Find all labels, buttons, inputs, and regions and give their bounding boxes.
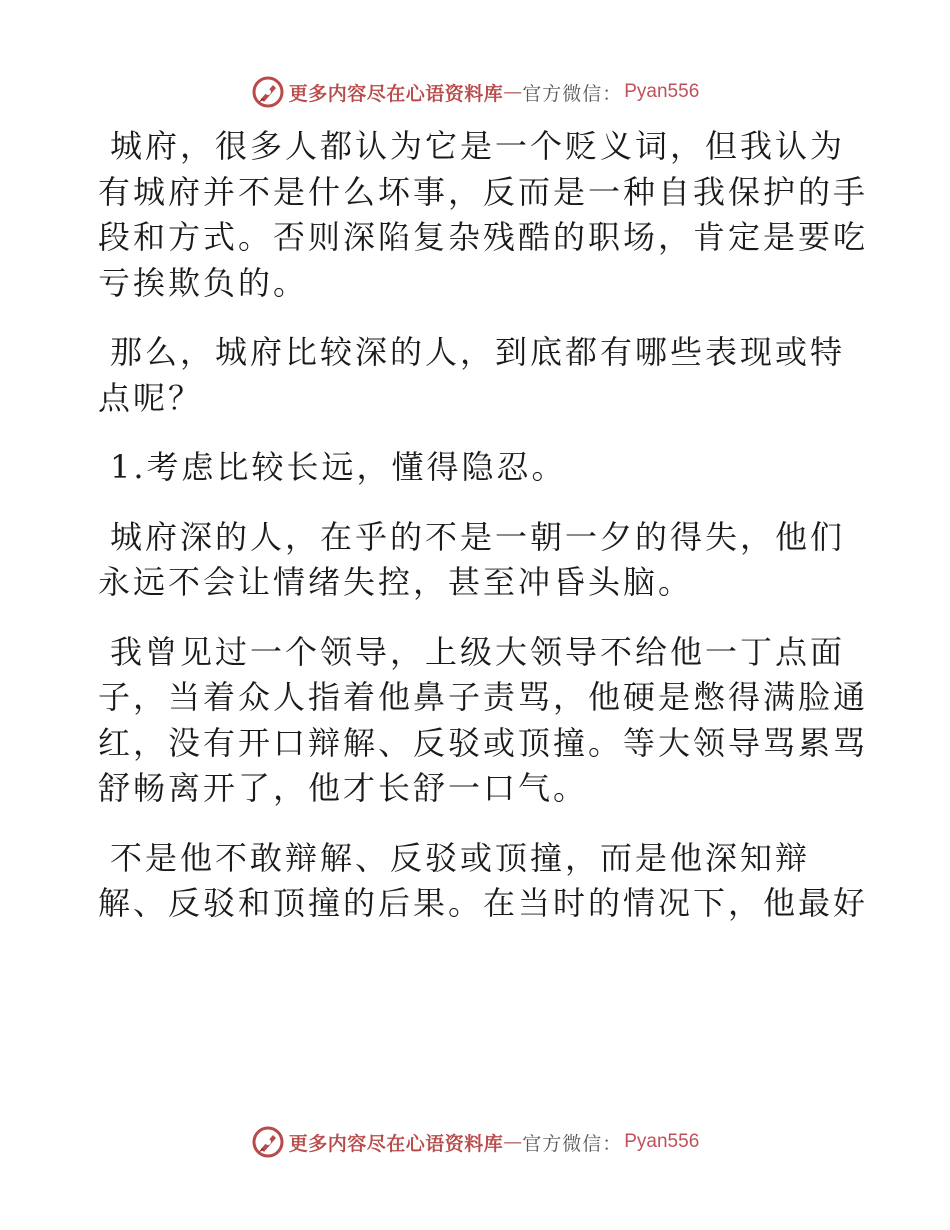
header-banner [0,72,950,112]
text-line: 我曾见过一个领导，上级大领导不给他一丁点面 [110,632,846,671]
text-line: 永远不会让情绪失控，甚至冲昏头脑。 [98,563,694,601]
section-heading: 1.考虑比较长远，懂得隐忍。 [110,448,567,486]
header-wechat-id: Pyan556 [624,81,700,102]
footer-wechat-label: 官方微信： [522,1132,623,1155]
paragraph [98,124,869,306]
paragraph [98,445,858,491]
footer-dash: — [503,1131,523,1153]
paragraph [98,515,858,606]
text-line: 红，没有开口辩解、反驳或顶撞。等大领导骂累骂 [98,723,869,762]
footer-wechat-id: Pyan556 [624,1131,700,1152]
text-line: 段和方式。否则深陷复杂残酷的职场，肯定是要吃 [98,218,869,256]
document-body [98,124,869,951]
footer-brand-text: 更多内容尽在心语资料库 [288,1132,504,1155]
text-line: 城府，很多人都认为它是一个贬义词，但我认为 [110,127,846,165]
paragraph [98,630,869,812]
paragraph [98,836,869,927]
footer-banner [0,1122,950,1162]
header-wechat-label: 官方微信： [522,82,623,105]
text-line: 那么，城府比较深的人，到底都有哪些表现或特 [110,333,846,371]
header-dash: — [503,81,523,103]
paragraph [98,330,858,421]
text-line: 点呢？ [98,378,204,417]
text-line: 舒畅离开了，他才长舒一口气。 [98,769,589,807]
pen-swirl-logo-icon [251,75,285,109]
header-brand-text: 更多内容尽在心语资料库 [288,82,504,105]
text-line: 亏挨欺负的。 [98,263,309,302]
text-line: 解、反驳和顶撞的后果。在当时的情况下，他最好 [98,884,869,922]
text-line: 子，当着众人指着他鼻子责骂，他硬是憋得满脸通 [98,678,869,716]
pen-swirl-logo-icon [251,1125,285,1159]
text-line: 有城府并不是什么坏事，反而是一种自我保护的手 [98,172,869,211]
text-line: 城府深的人，在乎的不是一朝一夕的得失，他们 [110,517,846,556]
text-line: 不是他不敢辩解、反驳或顶撞，而是他深知辩 [110,838,811,877]
